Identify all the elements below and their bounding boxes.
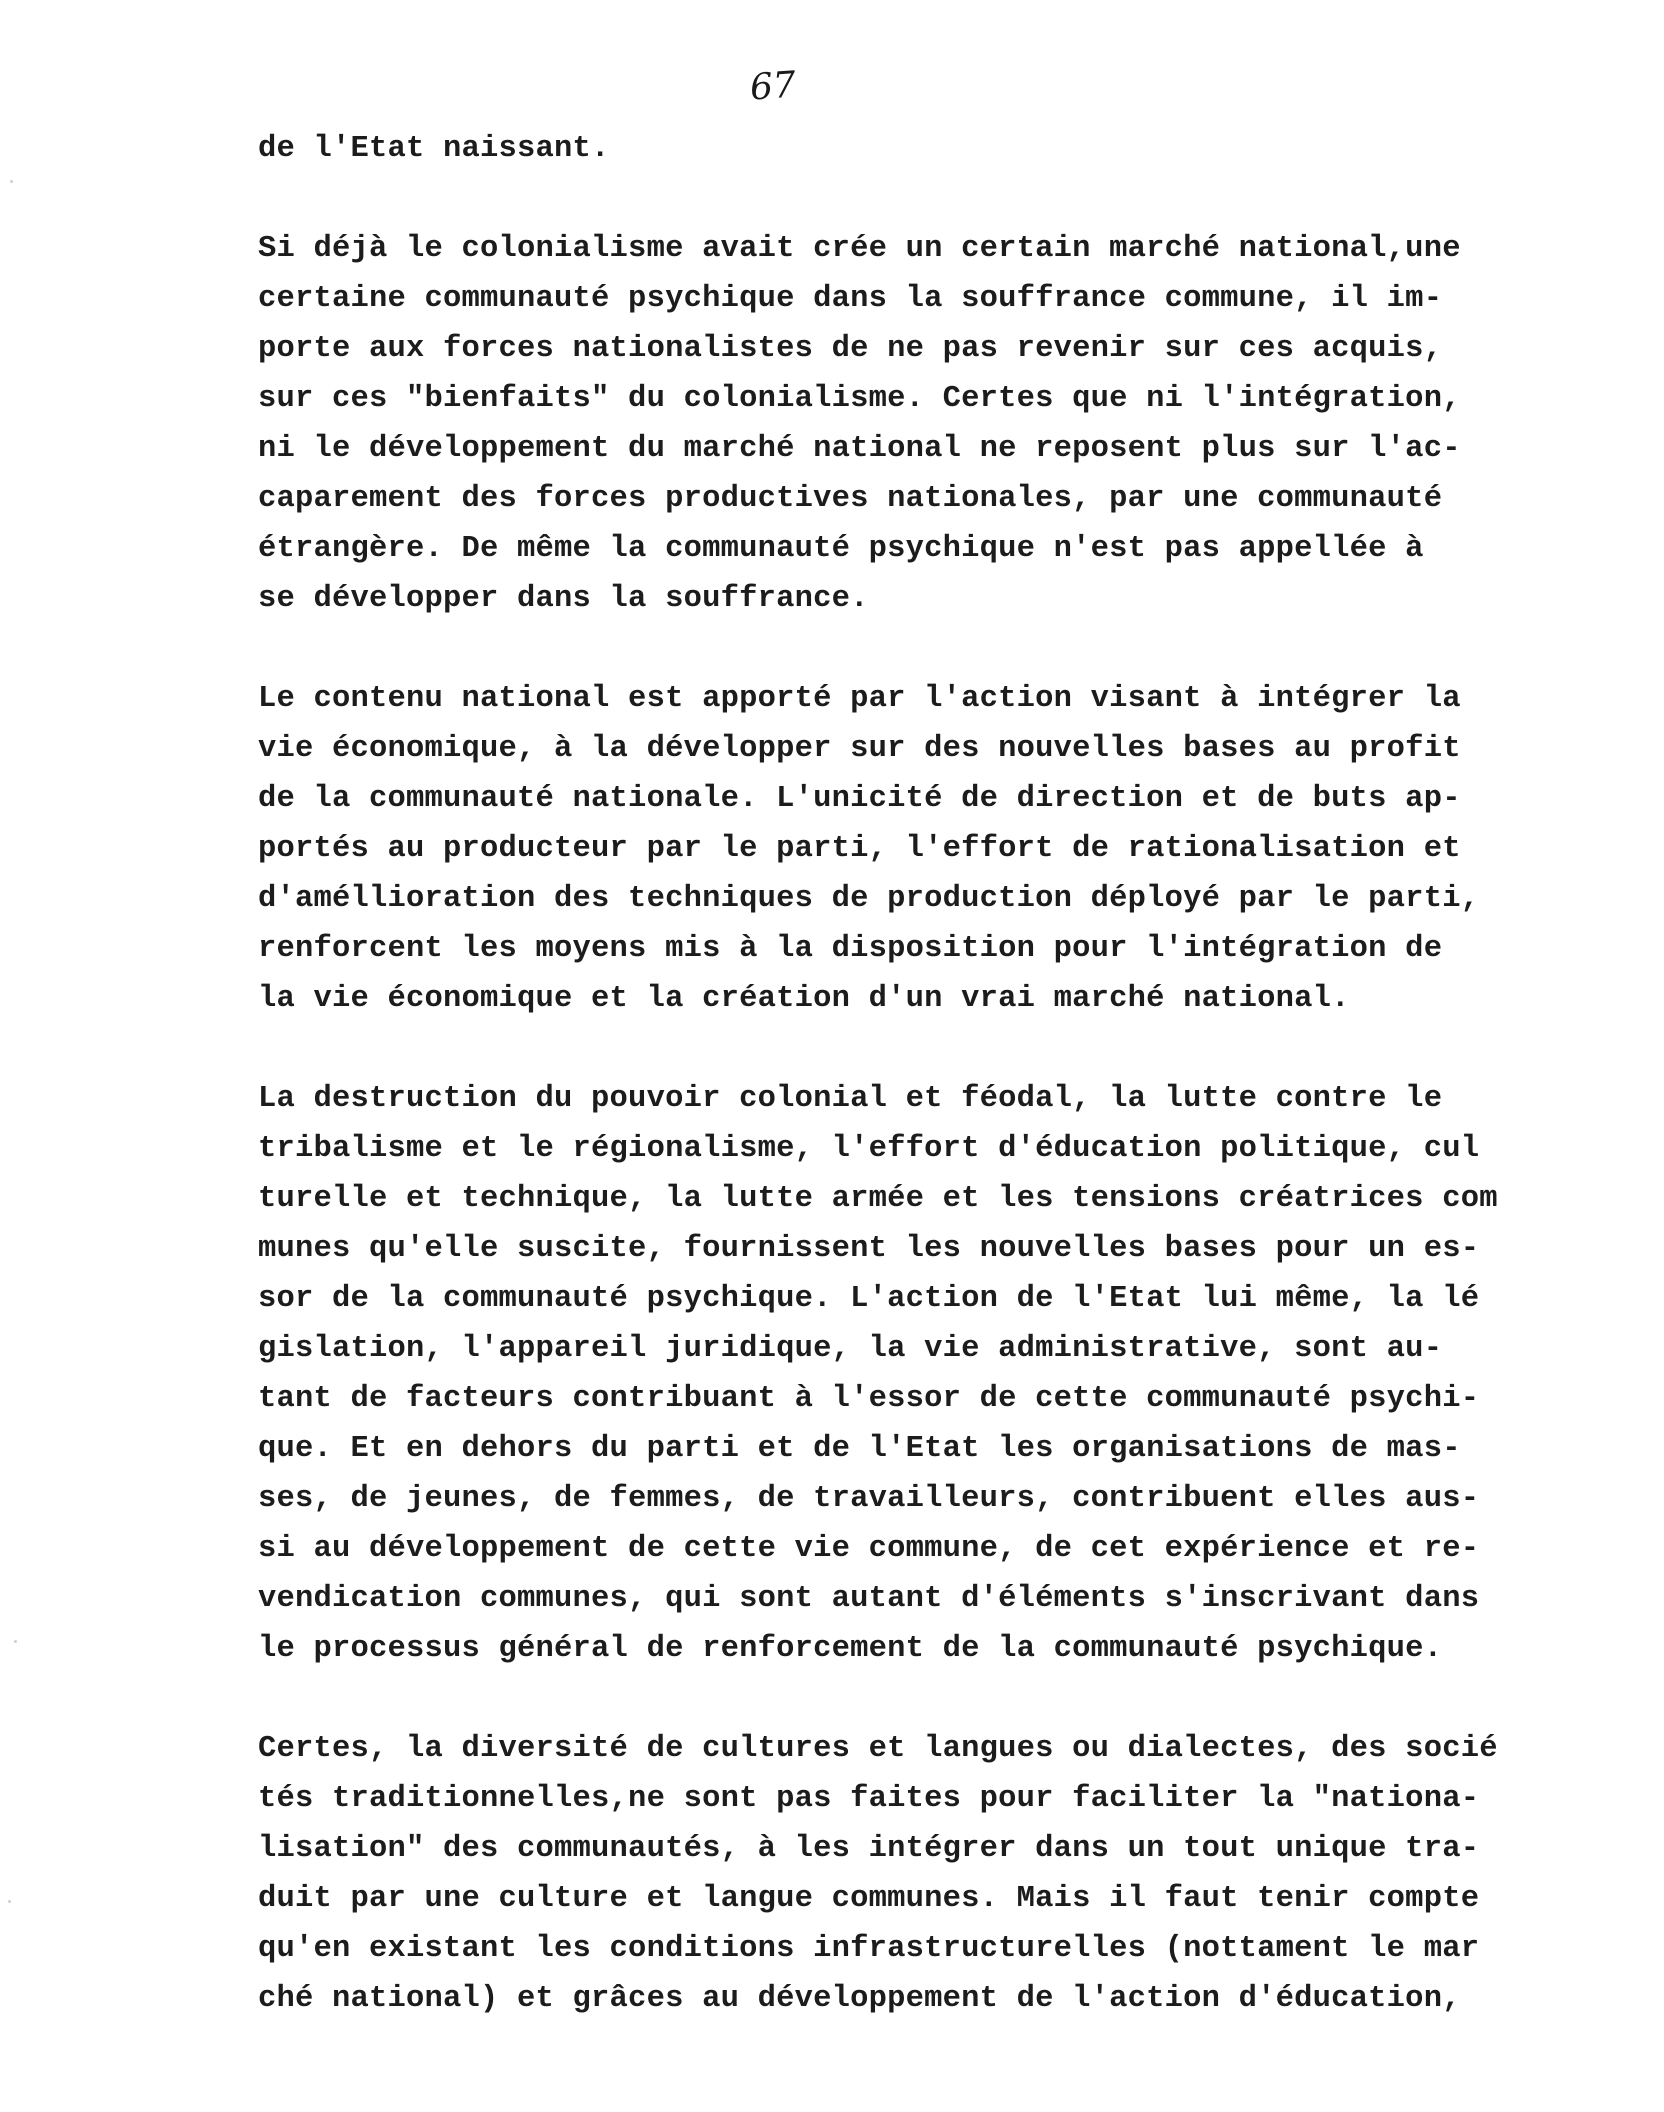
paragraph-1 xyxy=(258,124,1598,174)
page-number: 67 xyxy=(748,64,798,109)
text-line: vendication communes, qui sont autant d'éléments s'inscrivant dans xyxy=(258,1582,1480,1616)
text-line: se développer dans la souffrance. xyxy=(258,582,869,616)
text-line: la vie économique et la création d'un vrai marché national. xyxy=(258,982,1350,1016)
text-line: si au développement de cette vie commune, de cet expérience et re- xyxy=(258,1532,1480,1566)
text-line: porte aux forces nationalistes de ne pas revenir sur ces acquis, xyxy=(258,332,1443,366)
text-line: que. Et en dehors du parti et de l'Etat les organisations de mas- xyxy=(258,1432,1461,1466)
text-line: portés au producteur par le parti, l'effort de rationalisation et xyxy=(258,832,1461,866)
text-line: ni le développement du marché national ne reposent plus sur l'ac- xyxy=(258,432,1461,466)
scan-speck xyxy=(8,1900,11,1903)
text-line: Certes, la diversité de cultures et langues ou dialectes, des socié xyxy=(258,1732,1498,1766)
paragraph-3 xyxy=(258,674,1598,1024)
scan-speck xyxy=(14,1640,17,1643)
text-line: de la communauté nationale. L'unicité de direction et de buts ap- xyxy=(258,782,1461,816)
text-line: Le contenu national est apporté par l'action visant à intégrer la xyxy=(258,682,1461,716)
text-line: tribalisme et le régionalisme, l'effort d'éducation politique, cul xyxy=(258,1132,1480,1166)
text-line: ses, de jeunes, de femmes, de travailleurs, contribuent elles aus- xyxy=(258,1482,1480,1516)
text-line: étrangère. De même la communauté psychique n'est pas appellée à xyxy=(258,532,1424,566)
text-line: munes qu'elle suscite, fournissent les nouvelles bases pour un es- xyxy=(258,1232,1480,1266)
text-line: qu'en existant les conditions infrastructurelles (nottament le mar xyxy=(258,1932,1480,1966)
text-line: certaine communauté psychique dans la souffrance commune, il im- xyxy=(258,282,1443,316)
text-line: d'améllioration des techniques de production déployé par le parti, xyxy=(258,882,1480,916)
text-line: sor de la communauté psychique. L'action de l'Etat lui même, la lé xyxy=(258,1282,1480,1316)
text-line: vie économique, à la développer sur des nouvelles bases au profit xyxy=(258,732,1461,766)
text-line: gislation, l'appareil juridique, la vie administrative, sont au- xyxy=(258,1332,1443,1366)
text-line: renforcent les moyens mis à la disposition pour l'intégration de xyxy=(258,932,1443,966)
text-line: tés traditionnelles,ne sont pas faites pour faciliter la "nationa- xyxy=(258,1782,1480,1816)
text-line: sur ces "bienfaits" du colonialisme. Certes que ni l'intégration, xyxy=(258,382,1461,416)
text-line: caparement des forces productives nationales, par une communauté xyxy=(258,482,1443,516)
text-line: La destruction du pouvoir colonial et féodal, la lutte contre le xyxy=(258,1082,1443,1116)
paragraph-2 xyxy=(258,224,1598,624)
text-line: de l'Etat naissant. xyxy=(258,132,610,166)
paragraph-4 xyxy=(258,1074,1598,1674)
text-line: Si déjà le colonialisme avait crée un certain marché national,une xyxy=(258,232,1461,266)
text-line: le processus général de renforcement de la communauté psychique. xyxy=(258,1632,1443,1666)
text-line: duit par une culture et langue communes. Mais il faut tenir compte xyxy=(258,1882,1480,1916)
text-line: ché national) et grâces au développement de l'action d'éducation, xyxy=(258,1982,1461,2016)
text-line: tant de facteurs contribuant à l'essor de cette communauté psychi- xyxy=(258,1382,1480,1416)
paragraph-5 xyxy=(258,1724,1598,2024)
scan-speck xyxy=(10,180,13,183)
text-line: turelle et technique, la lutte armée et les tensions créatrices com xyxy=(258,1182,1498,1216)
text-line: lisation" des communautés, à les intégrer dans un tout unique tra- xyxy=(258,1832,1480,1866)
